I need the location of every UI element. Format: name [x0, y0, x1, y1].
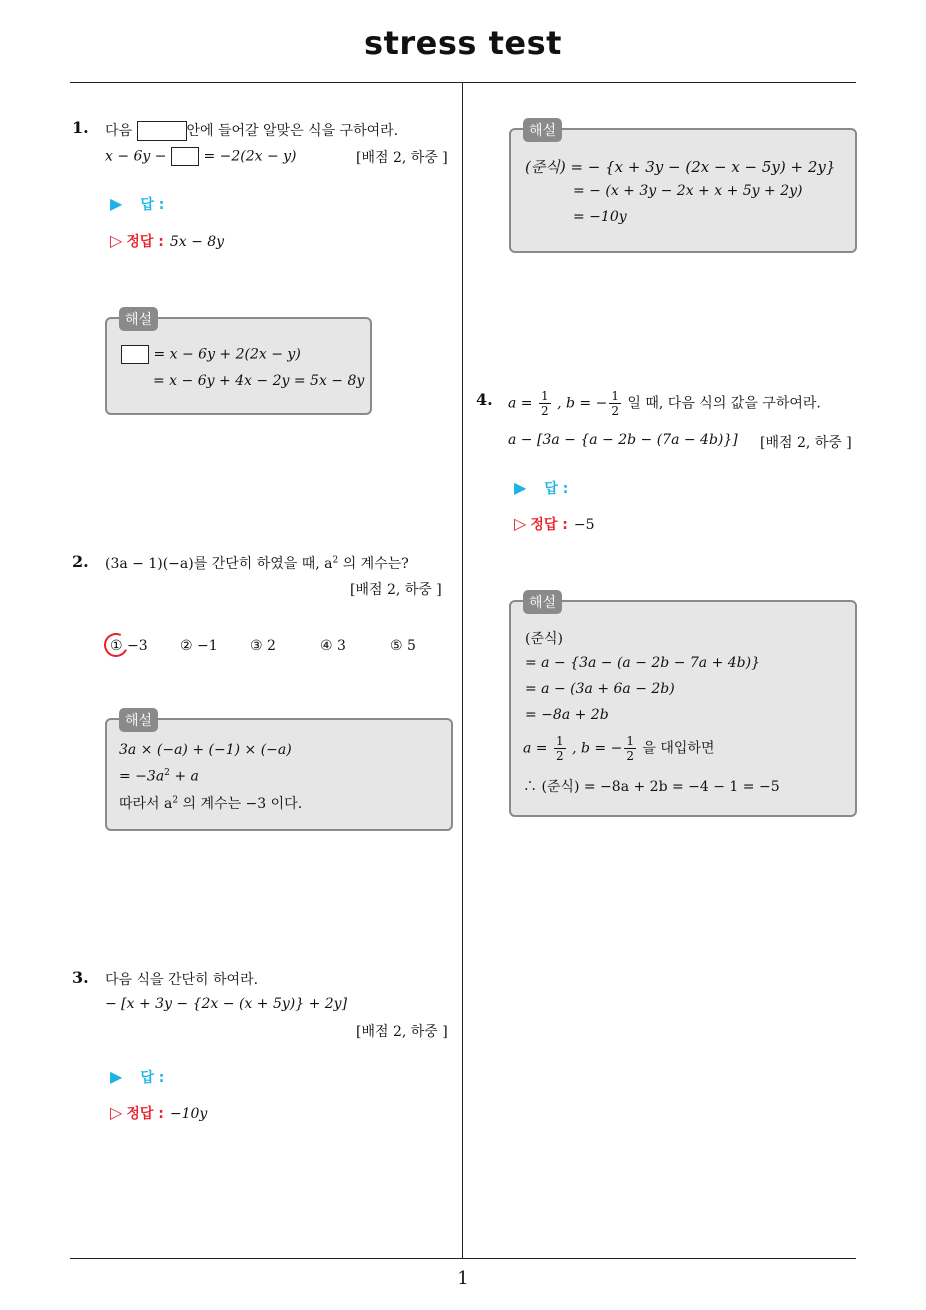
q2-choice-3[interactable]: ③ 2: [250, 638, 276, 654]
q3-number: 3.: [72, 968, 89, 987]
play-icon: ▶: [110, 194, 123, 213]
q4-sol-b-frac-num: 1: [626, 734, 634, 748]
q2-solution-line3: [119, 793, 302, 813]
q1-correct-value: 5x − 8y: [169, 234, 225, 250]
q2-solution-line2: [119, 768, 199, 785]
q4-solution-line6: ∴ (준식) = −8a + 2b = −4 − 1 = −5: [523, 779, 780, 795]
q4-sol-a-fraction: [554, 734, 566, 763]
q4-b-frac-den: 2: [611, 404, 619, 418]
q1-eq-blank: [171, 147, 199, 166]
q4-solution-tag: 해설: [523, 590, 562, 614]
q1-equation: [105, 147, 297, 166]
q4-solution-line3: = a − (3a + 6a − 2b): [525, 681, 675, 697]
q2-solution-line2-exp: 2: [164, 768, 170, 778]
page-number: 1: [457, 1268, 469, 1289]
q4-a-fraction: [539, 389, 551, 418]
q3-solution-tag: 해설: [523, 118, 562, 142]
q1-text-before: 다음: [105, 123, 133, 139]
q3-solution-box: [509, 123, 857, 253]
q2-solution-line3a: 따라서 a: [119, 796, 173, 812]
q4-sol-a-frac-num: 1: [555, 734, 564, 748]
q1-answer-text: 답 :: [140, 197, 165, 213]
q4-sol-a-label: a =: [523, 740, 548, 757]
q3-solution-line3: = −10y: [573, 209, 627, 225]
q3-score: [배점 2, 하중 ]: [356, 1024, 448, 1040]
q4-answer-text: 답 :: [544, 481, 569, 497]
q3-text: 다음 식을 간단히 하여라.: [105, 972, 259, 988]
q4-answer-label: [514, 478, 568, 498]
q2-solution-box: [105, 713, 453, 831]
q4-sol-b-fraction: [624, 734, 636, 763]
q4-b-frac-num: 1: [611, 389, 619, 403]
q1-eq-left: x − 6y −: [105, 148, 167, 165]
footer-rule: [70, 1258, 856, 1259]
q2-text-b: 의 계수는?: [338, 556, 409, 572]
q4-solution-line4: = −8a + 2b: [525, 707, 609, 723]
q4-b-label: , b = −: [557, 395, 608, 412]
q3-solution-line1: (준식) = − {x + 3y − (2x − x − 5y) + 2y}: [525, 158, 836, 176]
q4-sol-a-frac-den: 2: [555, 749, 564, 763]
q4-solution-box: [509, 595, 857, 817]
q1-solution-line1: [121, 345, 301, 364]
q2-choice-2[interactable]: ② −1: [180, 638, 218, 654]
q2-choice-5[interactable]: ⑤ 5: [390, 638, 416, 654]
q1-solution-tag: 해설: [119, 307, 158, 331]
page-title: stress test: [364, 24, 562, 62]
play-icon: ▶: [110, 1067, 123, 1086]
q4-text: [508, 389, 821, 418]
q1-answer-label: [110, 194, 164, 214]
q4-solution-line1: (준식): [525, 631, 563, 647]
q2-text: [105, 553, 409, 573]
q4-score: [배점 2, 하중 ]: [760, 435, 852, 451]
q3-expression: − [x + 3y − {2x − (x + 5y)} + 2y]: [105, 996, 348, 1012]
q3-answer-text: 답 :: [140, 1070, 165, 1086]
q2-choice-4[interactable]: ④ 3: [320, 638, 346, 654]
q3-correct-value: −10y: [169, 1106, 208, 1122]
q1-correct-answer: [110, 231, 224, 251]
q1-eq-right: = −2(2x − y): [203, 148, 297, 165]
q4-text-after: 일 때, 다음 식의 값을 구하여라.: [622, 395, 821, 412]
q3-correct-answer: [110, 1103, 207, 1123]
q4-a-label: a =: [508, 395, 533, 412]
q2-number: 2.: [72, 552, 89, 571]
q1-solution-blank: [121, 345, 149, 364]
q4-sol-b-frac-den: 2: [626, 749, 634, 763]
q1-number: 1.: [72, 118, 89, 137]
outline-play-icon: ▷: [110, 1103, 123, 1122]
q2-solution-line1: 3a × (−a) + (−1) × (−a): [119, 742, 292, 758]
q4-expression: a − [3a − {a − 2b − (7a − 4b)}]: [508, 432, 738, 448]
q4-b-fraction: [609, 389, 621, 418]
outline-play-icon: ▷: [514, 514, 527, 533]
outline-play-icon: ▷: [110, 231, 123, 250]
q1-score: [배점 2, 하중 ]: [356, 150, 448, 166]
q1-correct-label-text: 정답 :: [126, 234, 164, 250]
q4-a-frac-num: 1: [540, 389, 549, 403]
q1-solution-box: [105, 312, 372, 415]
q1-blank-box: [137, 121, 187, 141]
q4-solution-line2: = a − {3a − (a − 2b − 7a + 4b)}: [525, 655, 761, 671]
q4-correct-value: −5: [573, 517, 595, 533]
q2-solution-tag: 해설: [119, 708, 158, 732]
q1-text-after: 안에 들어갈 알맞은 식을 구하여라.: [186, 123, 399, 139]
q4-solution-line5: [523, 734, 714, 763]
q2-solution-line2b: + a: [169, 768, 199, 785]
q4-sol-line5-after: 을 대입하면: [637, 740, 715, 757]
q4-correct-label-text: 정답 :: [530, 517, 568, 533]
q3-answer-label: [110, 1067, 164, 1087]
play-icon: ▶: [514, 478, 527, 497]
q2-solution-line2a: = −3a: [119, 768, 165, 785]
q2-solution-line3-exp: 2: [172, 795, 179, 806]
q2-text-a: (3a − 1)(−a)를 간단히 하였을 때, a: [105, 556, 333, 572]
q1-text: [105, 120, 398, 141]
q3-solution-line2: = − (x + 3y − 2x + x + 5y + 2y): [573, 183, 803, 199]
q4-a-frac-den: 2: [540, 404, 549, 418]
q3-correct-label-text: 정답 :: [126, 1106, 164, 1122]
header-rule: [70, 82, 856, 83]
q2-score: [배점 2, 하중 ]: [350, 582, 442, 598]
column-divider: [462, 83, 463, 1258]
q4-correct-answer: [514, 514, 594, 534]
q1-solution-line1-text: = x − 6y + 2(2x − y): [153, 346, 301, 363]
q2-solution-line3b: 의 계수는 −3 이다.: [178, 796, 303, 812]
q4-number: 4.: [476, 390, 493, 409]
q1-solution-line2: = x − 6y + 4x − 2y = 5x − 8y: [153, 373, 365, 389]
q2-text-exp: 2: [332, 555, 339, 566]
q4-sol-b-label: , b = −: [572, 740, 623, 757]
q2-choice-1[interactable]: ① −3: [110, 638, 148, 654]
